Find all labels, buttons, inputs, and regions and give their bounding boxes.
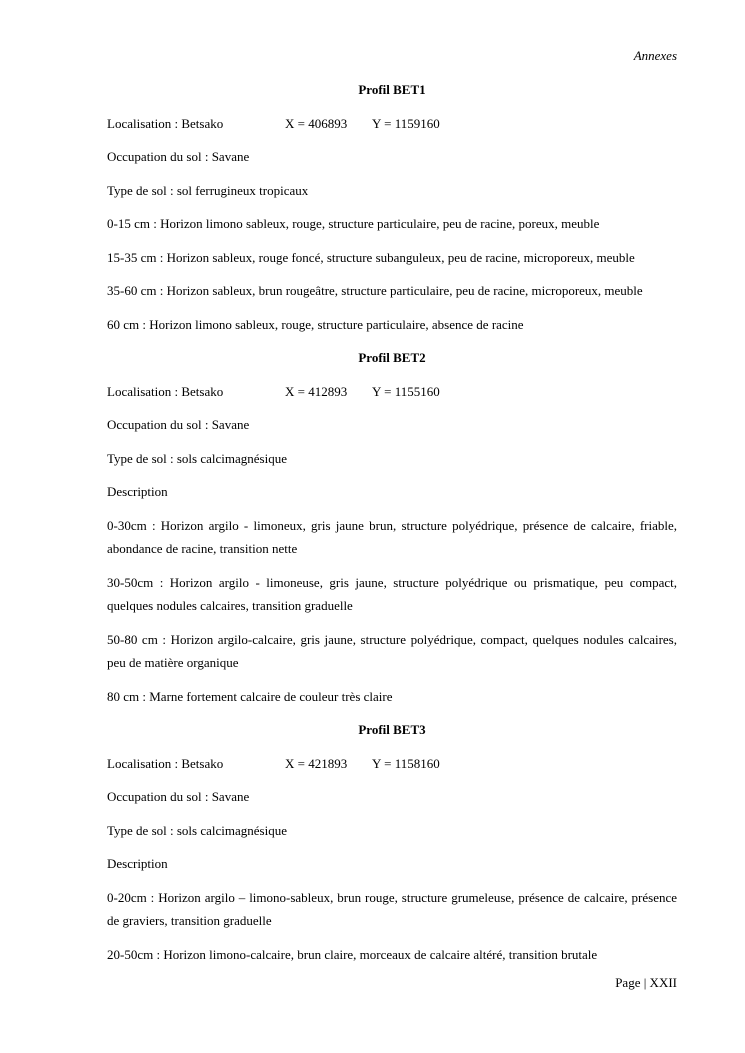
occupation-line: Occupation du sol : Savane [107,417,250,432]
horizon-paragraph: 30-50cm : Horizon argilo - limoneuse, gris jaune, structure polyédrique ou prismatique, peu compact, quelques nodules calcaires, transition graduelle [107,574,677,613]
description-label: Description [107,484,168,499]
x-coordinate: X = 412893 [285,383,348,399]
localisation-line [107,752,677,776]
type-sol-line: Type de sol : sol ferrugineux tropicaux [107,182,309,198]
horizon-paragraph: 80 cm : Marne fortement calcaire de couleur très claire [107,688,393,704]
horizon-paragraph: 35-60 cm : Horizon sableux, brun rougeâtre, structure particulaire, peu de racine, microporeux, meuble [107,283,643,298]
profile-section-bet1 [107,78,677,336]
profile-title: Profil BET3 [358,722,426,737]
occupation-line: Occupation du sol : Savane [107,149,250,164]
type-sol-line: Type de sol : sols calcimagnésique [107,822,287,838]
horizon-paragraph: 15-35 cm : Horizon sableux, rouge foncé, structure subanguleux, peu de racine, microporeux, meuble [107,249,635,265]
horizon-paragraph: 50-80 cm : Horizon argilo-calcaire, gris jaune, structure polyédrique, compact, quelques nodules calcaires, peu de matière organique [107,631,677,670]
y-coordinate: Y = 1158160 [372,755,440,771]
x-coordinate: X = 406893 [285,115,348,131]
horizon-paragraph: 0-15 cm : Horizon limono sableux, rouge, structure particulaire, peu de racine, poreux, meuble [107,216,600,231]
localisation-text: Localisation : Betsako [107,115,224,131]
horizon-paragraph: 0-30cm : Horizon argilo - limoneux, gris jaune brun, structure polyédrique, présence de calcaire, friable, abondance de racine, transition nette [107,517,677,556]
description-label: Description [107,856,168,871]
profile-title: Profil BET1 [358,82,426,97]
x-coordinate: X = 421893 [285,755,348,771]
horizon-paragraph: 20-50cm : Horizon limono-calcaire, brun claire, morceaux de calcaire altéré, transition brutale [107,946,598,962]
profile-title: Profil BET2 [358,350,426,365]
horizon-paragraph: 0-20cm : Horizon argilo – limono-sableux, brun rouge, structure grumeleuse, présence de calcaire, présence de graviers, transition graduelle [107,889,677,928]
annexes-header: Annexes [633,48,677,63]
profile-section-bet2 [107,346,677,708]
horizon-paragraph: 60 cm : Horizon limono sableux, rouge, structure particulaire, absence de racine [107,316,524,332]
y-coordinate: Y = 1155160 [372,383,440,399]
occupation-line: Occupation du sol : Savane [107,789,250,804]
page-number: Page | XXII [615,975,677,990]
localisation-line [107,380,677,404]
localisation-text: Localisation : Betsako [107,383,224,399]
localisation-text: Localisation : Betsako [107,755,224,771]
localisation-line [107,112,677,136]
type-sol-line: Type de sol : sols calcimagnésique [107,450,287,466]
y-coordinate: Y = 1159160 [372,115,440,131]
profile-section-bet3 [107,718,677,966]
